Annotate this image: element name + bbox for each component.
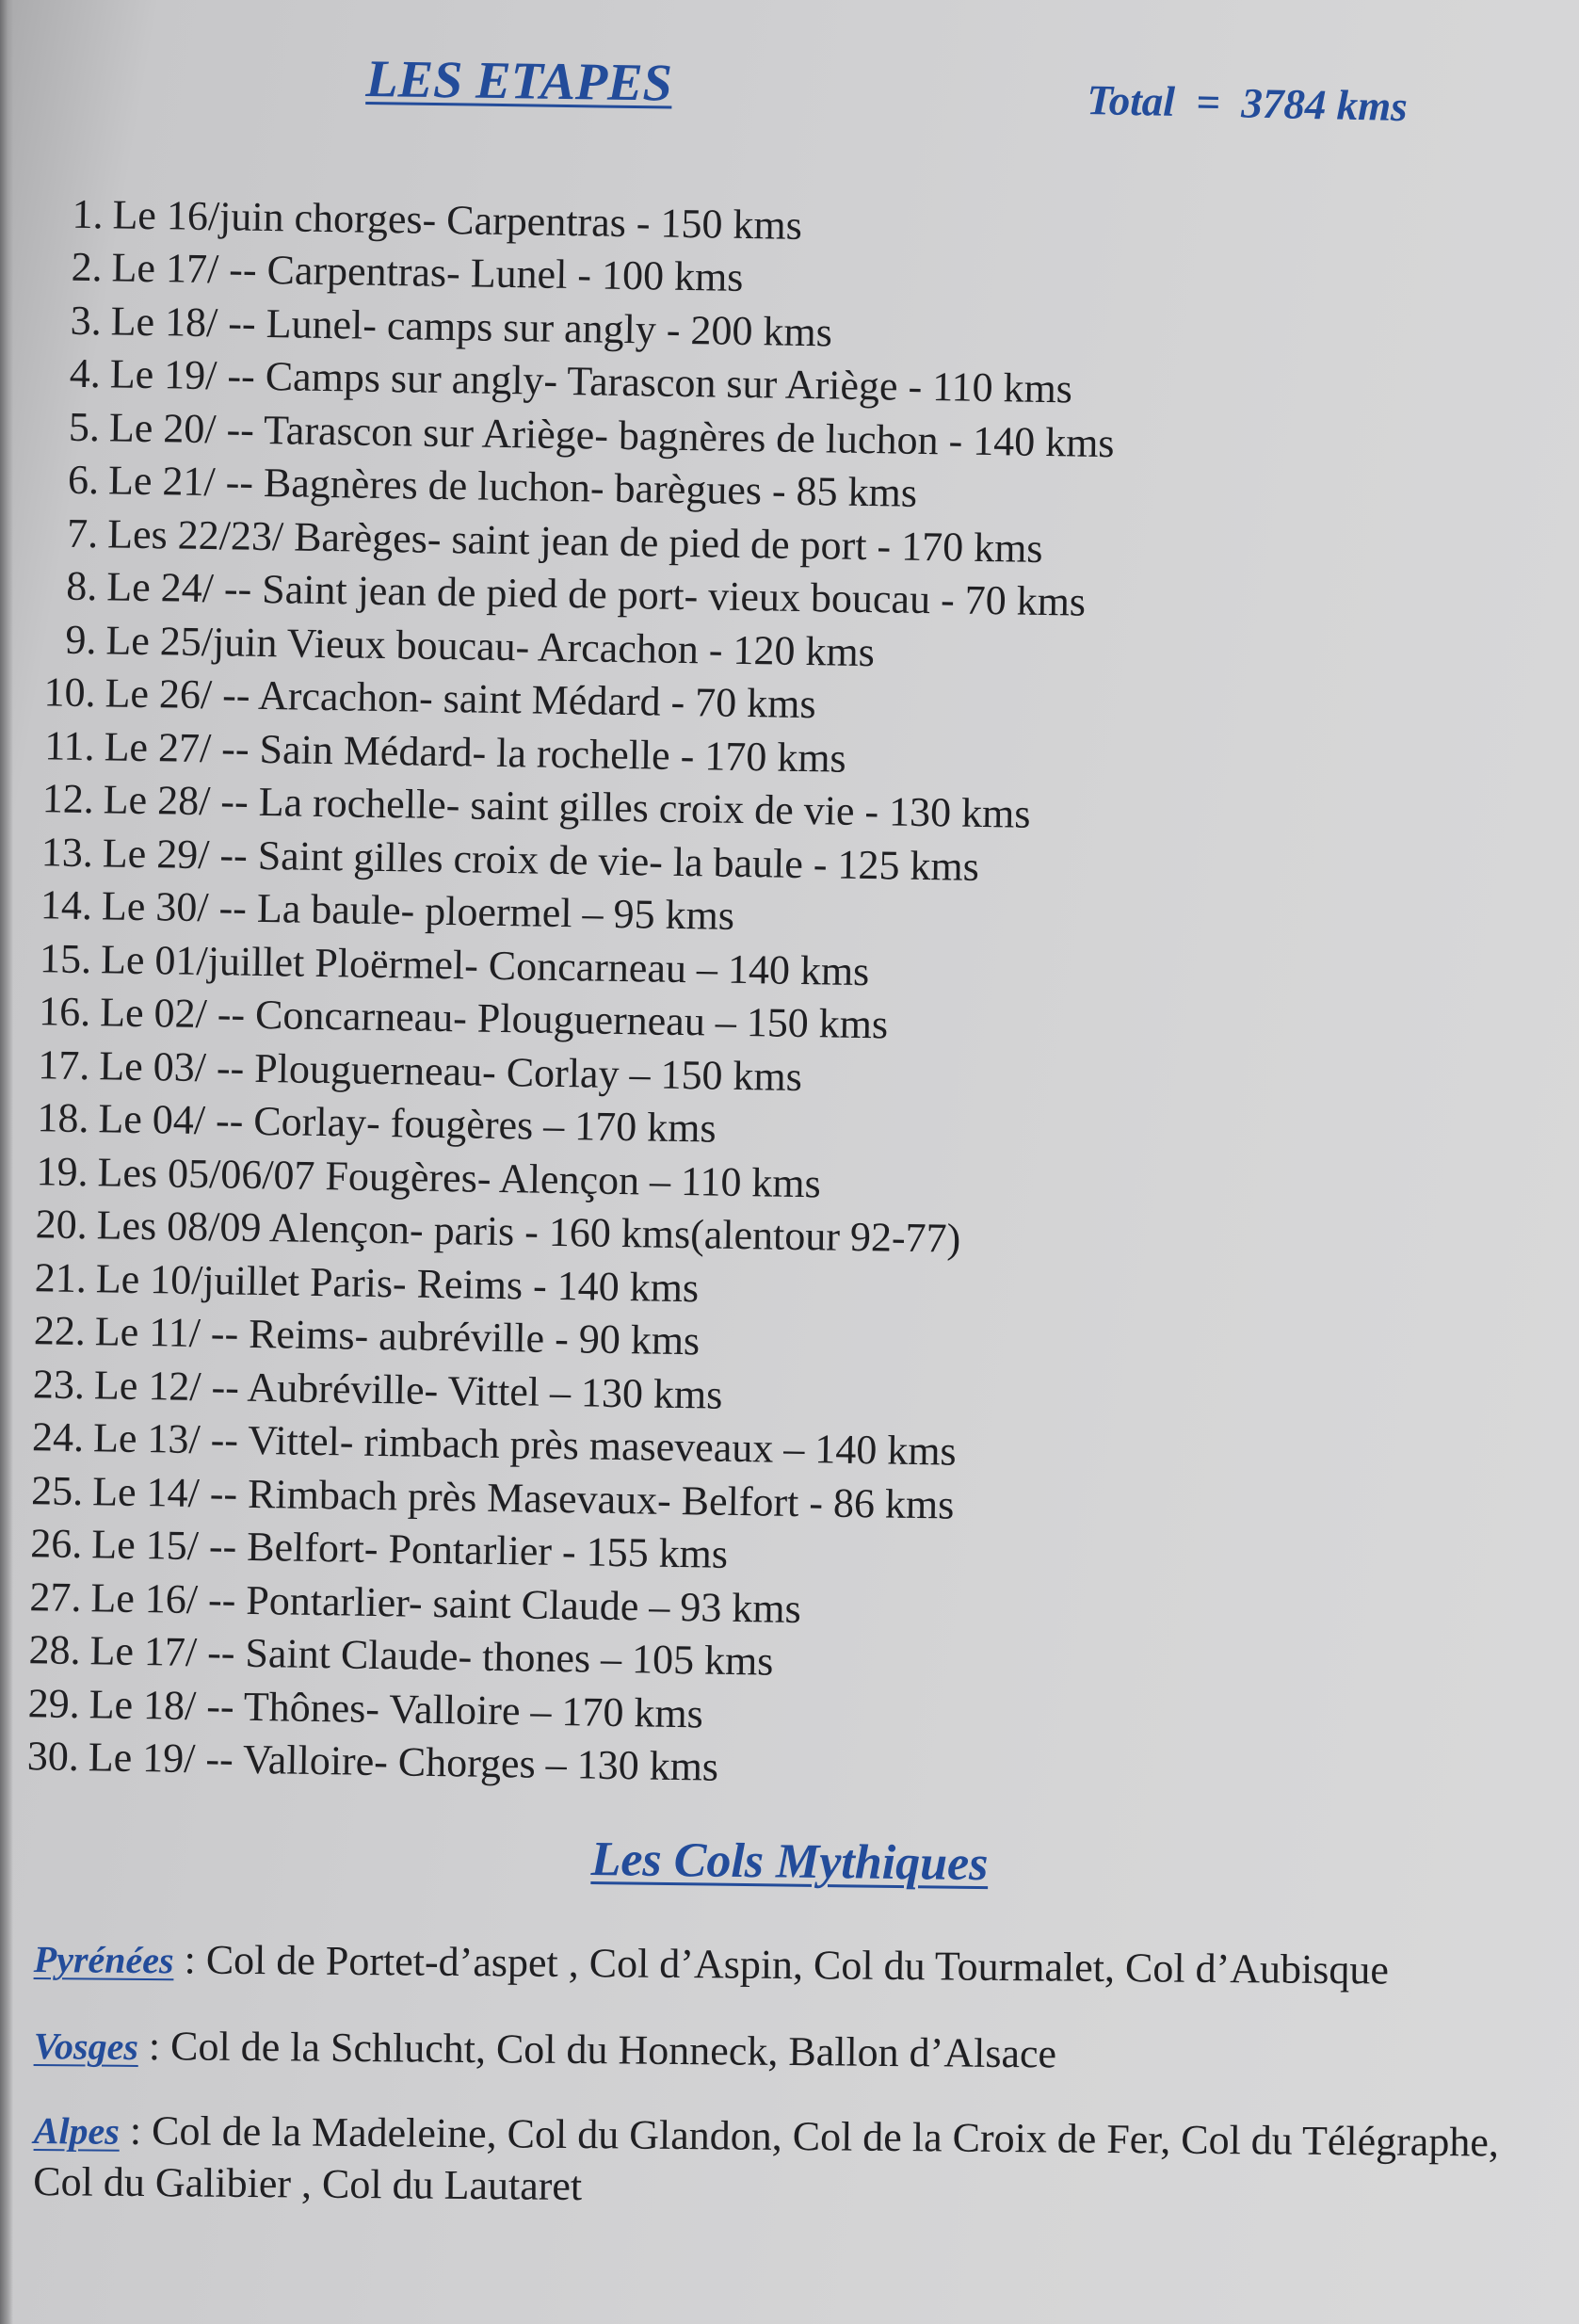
stage-number: 6.: [67, 456, 100, 504]
region-cols-list: Col de Portet-d’aspet , Col d’Aspin, Col du Tourmalet, Col d’Aubisque: [205, 1936, 1390, 1993]
stage-text: Le 13/ -- Vittel- rimbach près maseveaux – 140 kms: [92, 1414, 958, 1475]
stage-number: 14.: [40, 881, 93, 929]
stage-number: 30.: [26, 1733, 80, 1781]
stage-text: Le 30/ -- La baule- ploermel – 95 kms: [101, 882, 735, 940]
stage-number: 22.: [33, 1307, 87, 1355]
stage-number: 5.: [68, 403, 101, 450]
region-cols-list: Col de la Schlucht, Col du Honneck, Ballon d’Alsace: [169, 2023, 1057, 2077]
stage-text: Le 19/ -- Valloire- Chorges – 130 kms: [88, 1734, 719, 1790]
stage-number: 20.: [35, 1201, 89, 1249]
stage-text: Le 10/juillet Paris- Reims - 140 kms: [95, 1255, 700, 1312]
stage-text: Le 03/ -- Plouguerneau- Corlay – 150 kms: [98, 1042, 803, 1100]
region-name: Alpes: [33, 2108, 121, 2153]
stage-number: 3.: [70, 297, 103, 344]
stage-text: Les 08/09 Alençon- paris - 160 kms(alentour 92-77): [96, 1202, 961, 1262]
stage-number: 28.: [28, 1626, 81, 1674]
stage-number: 23.: [32, 1360, 86, 1408]
stage-text: Le 20/ -- Tarascon sur Ariège- bagnères de luchon - 140 kms: [108, 404, 1115, 466]
stages-list: [3, 186, 1327, 1802]
total-distance: Total = 3784 kms: [1086, 75, 1409, 131]
region-name: Pyrénées: [33, 1937, 174, 1982]
stage-number: 19.: [36, 1148, 89, 1195]
region-separator: :: [119, 2106, 153, 2155]
stage-text: Le 29/ -- Saint gilles croix de vie- la baule - 125 kms: [102, 830, 980, 890]
region-name: Vosges: [33, 2024, 139, 2068]
stage-number: 8.: [65, 562, 98, 610]
cols-region-pyrenees: [34, 1933, 1550, 1998]
cols-region-vosges: [34, 2020, 1550, 2085]
stage-number: 9.: [65, 616, 97, 663]
stage-number: 10.: [43, 669, 96, 717]
region-separator: :: [173, 1936, 207, 1983]
region-separator: :: [137, 2022, 171, 2070]
stage-number: 29.: [27, 1679, 81, 1727]
stage-text: Le 24/ -- Saint jean de pied de port- vieux boucau - 70 kms: [105, 563, 1087, 625]
stage-text: Le 04/ -- Corlay- fougères – 170 kms: [98, 1095, 717, 1152]
stage-text: Le 26/ -- Arcachon- saint Médard - 70 kms: [105, 670, 816, 728]
stage-number: 27.: [29, 1573, 82, 1621]
stage-text: Le 16/ -- Pontarlier- saint Claude – 93 kms: [90, 1574, 802, 1632]
stage-text: Le 16/juin chorges- Carpentras - 150 kms: [112, 191, 803, 249]
stage-text: Le 25/juin Vieux boucau- Arcachon - 120 kms: [105, 617, 876, 675]
stage-number: 26.: [29, 1520, 83, 1568]
stage-number: 2.: [71, 243, 104, 291]
region-cols-list: Col de la Madeleine, Col du Glandon, Col de la Croix de Fer, Col du Télégraphe, Col du Galibier , Col du Lautaret: [33, 2107, 1500, 2210]
stage-number: 18.: [37, 1094, 89, 1142]
stage-text: Le 02/ -- Concarneau- Plouguerneau – 150 kms: [99, 989, 889, 1048]
stage-text: Le 12/ -- Aubréville- Vittel – 130 kms: [93, 1362, 723, 1418]
paper-edge-shadow: [0, 0, 13, 2324]
stage-number: 1.: [72, 190, 104, 238]
stage-number: 24.: [31, 1413, 85, 1461]
stage-text: Les 22/23/ Barèges- saint jean de pied de port - 170 kms: [106, 510, 1043, 572]
stage-text: Le 14/ -- Rimbach près Masevaux- Belfort - 86 kms: [91, 1467, 955, 1528]
stage-number: 12.: [41, 775, 95, 823]
stage-number: 13.: [40, 829, 94, 876]
stage-number: 25.: [30, 1466, 84, 1514]
page-title: LES ETAPES: [365, 49, 673, 113]
cols-section-title: Les Cols Mythiques: [590, 1832, 989, 1892]
stage-text: Le 17/ -- Saint Claude- thones – 105 kms: [89, 1627, 774, 1685]
stage-number: 4.: [69, 349, 102, 397]
stage-text: Le 18/ -- Lunel- camps sur angly - 200 kms: [110, 298, 833, 356]
stage-text: Le 11/ -- Reims- aubréville - 90 kms: [94, 1308, 701, 1364]
stage-number: 15.: [39, 935, 92, 982]
stage-text: Le 27/ -- Sain Médard- la rochelle - 170 kms: [104, 723, 847, 782]
stage-text: Le 19/ -- Camps sur angly- Tarascon sur Ariège - 110 kms: [109, 350, 1073, 412]
stage-number: 21.: [34, 1254, 88, 1301]
stage-number: 17.: [37, 1041, 90, 1089]
stage-number: 16.: [38, 988, 91, 1036]
stage-text: Le 01/juillet Ploërmel- Concarneau – 140 kms: [100, 936, 870, 994]
stage-number: 7.: [66, 509, 99, 557]
stage-text: Le 18/ -- Thônes- Valloire – 170 kms: [89, 1680, 704, 1737]
stage-text: Le 21/ -- Bagnères de luchon- barègues - 85 kms: [107, 457, 918, 517]
cols-region-alpes: [33, 2105, 1550, 2220]
stage-number: 11.: [43, 722, 96, 769]
stage-text: Le 17/ -- Carpentras- Lunel - 100 kms: [111, 244, 744, 301]
stage-text: Le 15/ -- Belfort- Pontarlier - 155 kms: [90, 1521, 729, 1578]
stage-text: Le 28/ -- La rochelle- saint gilles croix de vie - 130 kms: [103, 776, 1031, 838]
stage-text: Les 05/06/07 Fougères- Alençon – 110 kms: [97, 1149, 822, 1207]
